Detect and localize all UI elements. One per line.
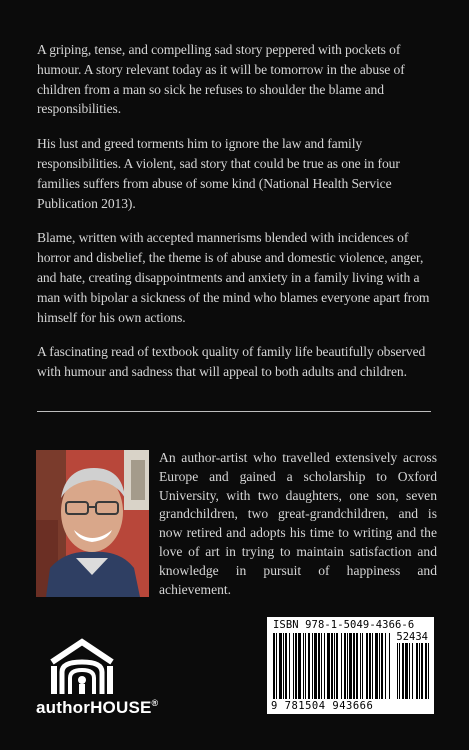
author-portrait-image bbox=[36, 450, 149, 597]
publisher-wordmark: authorHOUSE bbox=[36, 698, 152, 717]
barcode-digits: 9 781504 943666 bbox=[271, 700, 374, 712]
blurb-paragraph-4: A fascinating read of textbook quality of family life beautifully observed with humour and sadness that will appeal to both adults and children. bbox=[37, 344, 426, 380]
barcode-bars bbox=[271, 633, 430, 699]
author-photo bbox=[36, 450, 149, 597]
isbn-barcode bbox=[267, 617, 434, 714]
blurb-paragraph-1: A griping, tense, and compelling sad story peppered with pockets of humour. A story relevant today as it will be tomorrow in the abuse of children from a man so sick he refuses to shoulder the blame and responsibilities. bbox=[37, 42, 405, 117]
isbn-number: ISBN 978-1-5049-4366-6 bbox=[273, 619, 415, 631]
authorhouse-house-icon bbox=[32, 636, 132, 696]
barcode-addon-code: 52434 bbox=[396, 631, 428, 643]
blurb-paragraph-3: Blame, written with accepted mannerisms blended with incidences of horror and disbelief, the theme is of abuse and domestic violence, anger, and hate, creating disappointments and anxiety in a family living with a man with bipolar a sickness of the mind who blames everyone apart from himself for his own actions. bbox=[37, 230, 430, 325]
blurb-paragraph-2: His lust and greed torments him to ignore the law and family responsibilities. A violent, sad story that could be true as one in four families suffers from abuse of some kind (National Health Service Publication 2013). bbox=[37, 136, 400, 211]
registered-mark: ® bbox=[151, 698, 159, 708]
author-bio: An author-artist who travelled extensively across Europe and gained a scholarship to Oxford University, with two daughters, one son, seven grandchildren, two great-grandchildren, and is now retired and adopts his time to writing and the love of art in trying to maintain satisfaction and knowledge in pursuit of happiness and achievement. bbox=[159, 450, 437, 597]
publisher-name bbox=[36, 698, 158, 718]
back-cover-blurb bbox=[37, 40, 435, 397]
section-divider bbox=[37, 411, 431, 412]
